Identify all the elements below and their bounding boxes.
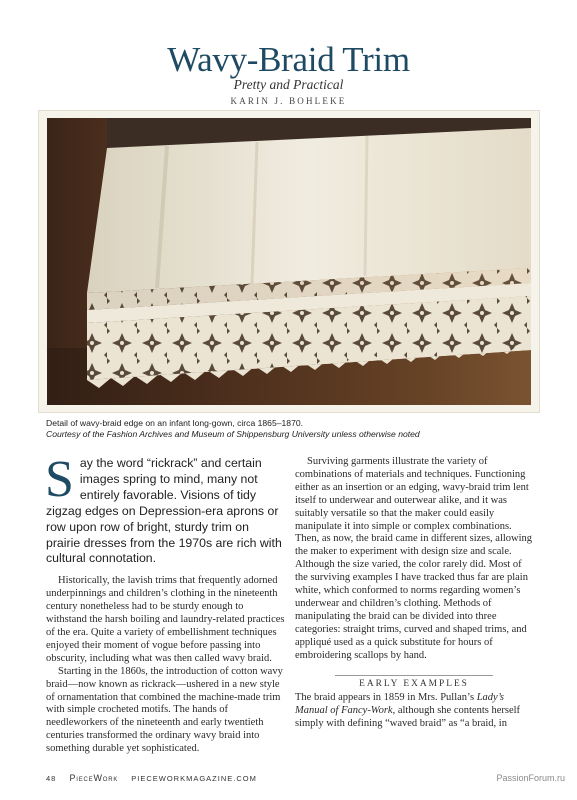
author-byline: KARIN J. BOHLEKE (230, 96, 347, 106)
section-rule (335, 675, 493, 676)
photo-credit: Courtesy of the Fashion Archives and Museum of Shippensburg University unless otherwise noted (46, 429, 420, 439)
lead-text: ay the word “rickrack” and certain images spring to mind, many not entirely favorable. Visions of tidy zigzag edges on Depression-era aprons or row upon row of bright, sturdy trim on prairie dresses from the 1970s are rich with cultural connotation. (46, 456, 282, 566)
watermark: PassionForum.ru (496, 773, 565, 783)
magazine-name: PieceWork (69, 773, 119, 783)
article-title: Wavy-Braid Trim (167, 40, 410, 79)
lead-paragraph (45, 451, 286, 567)
article-subtitle: Pretty and Practical (233, 77, 344, 92)
body-paragraph (295, 692, 533, 731)
book-title: Lady’s Manual of Fancy-Work (295, 692, 504, 717)
right-column (295, 456, 533, 731)
body-paragraph: Surviving garments illustrate the variety of combinations of materials and techniques. Functioning either as an insertion or an edging, wavy-braid trim lent itself to underwear and outerwear alike, and it was suitably versatile so that the maker could easily manipulate it into simple or complex combinations. Then, as now, the braid came in different sizes, allowing the maker to experiment with design size and scale. Although the size varied, the color rarely did. Most of the surviving examples I have tracked thus far are plain white, which conformed to norms regarding women’s underwear and children’s clothing. Methods of manipulating the braid can be divided into three categories: straight trims, curved and shaped trims, and appliqué used as a quick substitute for hours of embroidering scallops by hand. (295, 456, 533, 661)
page-number: 48 (46, 774, 57, 783)
paragraph-text: The braid appears in 1859 in Mrs. Pullan’s (295, 692, 477, 704)
drop-cap: S (45, 451, 74, 508)
photo-caption (46, 418, 536, 440)
body-paragraph: Historically, the lavish trims that frequently adorned underpinnings and children’s clothing in the nineteenth century nonetheless had to be sturdy enough to withstand the harsh boiling and laundry-related practices of the era. Quite a variety of embellishment techniques enjoyed their moment of vogue before passing into obscurity, including what was then called wavy braid. (46, 575, 285, 664)
paragraph-gap (46, 567, 286, 575)
website-url: PIECEWORKMAGAZINE.COM (131, 774, 257, 783)
page-footer (46, 773, 257, 783)
lace-trim-photo (47, 118, 531, 405)
section-heading: EARLY EXAMPLES (359, 678, 469, 689)
left-column (45, 451, 286, 756)
paragraph-text: , although she contents herself simply with defining “waved braid” as “a braid, in (295, 705, 521, 730)
caption-text: Detail of wavy-braid edge on an infant long-gown, circa 1865–1870. (46, 418, 304, 428)
section-spacer (295, 663, 533, 675)
body-paragraph: Starting in the 1860s, the introduction of cotton wavy braid—now known as rickrack—ushered in a new style of ornamentation that combined the machine-made trim with simple crocheted motifs. The hands of needleworkers of the nineteenth and early twentieth centuries transformed the ordinary wavy braid into something durable yet sophisticated. (46, 665, 283, 755)
